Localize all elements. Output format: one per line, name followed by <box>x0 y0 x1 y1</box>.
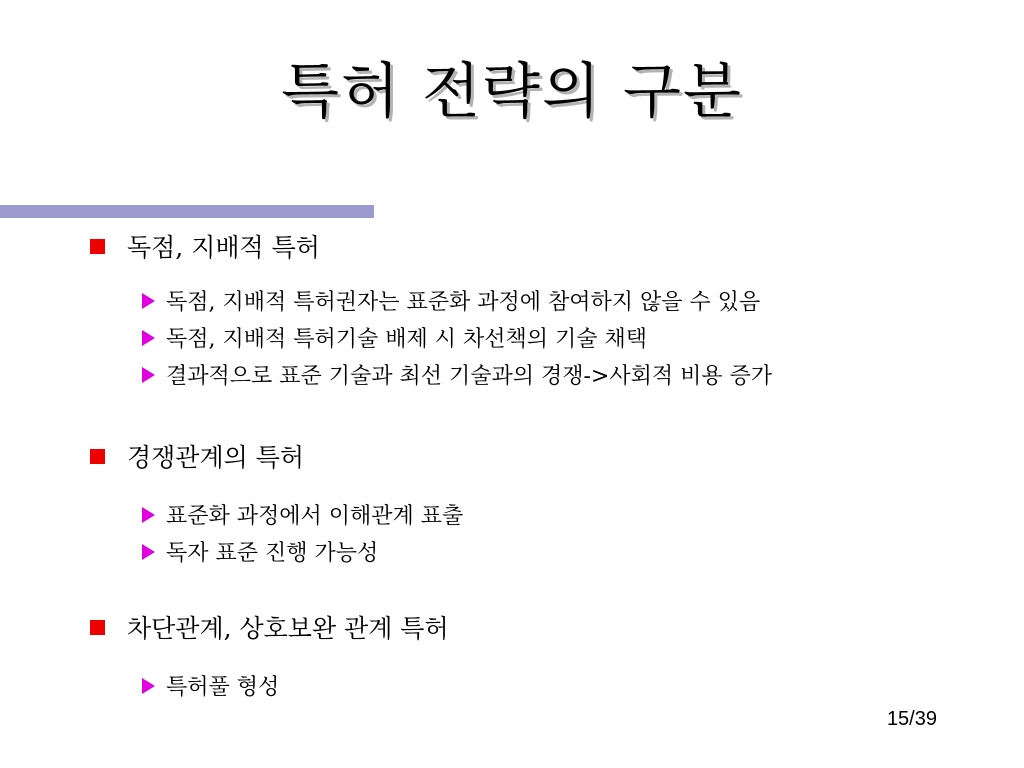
triangle-bullet-icon <box>142 293 155 309</box>
section-heading <box>90 440 970 472</box>
section-label: 차단관계, 상호보완 관계 특허 <box>127 614 449 643</box>
list-item <box>142 667 970 704</box>
list-item-text: 독점, 지배적 특허기술 배제 시 차선책의 기술 채택 <box>166 327 647 352</box>
sub-bullet-list <box>142 496 970 570</box>
list-item <box>142 319 970 356</box>
list-item-text: 표준화 과정에서 이해관계 표출 <box>166 504 464 529</box>
triangle-bullet-icon <box>142 507 155 523</box>
triangle-bullet-icon <box>142 678 155 694</box>
list-item <box>142 282 970 319</box>
square-bullet-icon <box>90 620 105 635</box>
square-bullet-icon <box>90 239 105 254</box>
slide-title: 특허 전략의 구분 <box>281 57 743 127</box>
section-heading <box>90 611 970 643</box>
list-item-text: 결과적으로 표준 기술과 최선 기술과의 경쟁->사회적 비용 증가 <box>166 364 773 389</box>
list-item-text: 특허풀 형성 <box>166 675 280 700</box>
section-blocking-complementary-patent <box>90 611 970 704</box>
page-number: 15/39 <box>886 708 937 730</box>
list-item <box>142 356 970 393</box>
section-competing-patent <box>90 440 970 570</box>
triangle-bullet-icon <box>142 330 155 346</box>
triangle-bullet-icon <box>142 544 155 560</box>
list-item <box>142 496 970 533</box>
list-item-text: 독점, 지배적 특허권자는 표준화 과정에 참여하지 않을 수 있음 <box>166 290 761 315</box>
list-item-text: 독자 표준 진행 가능성 <box>166 541 379 566</box>
section-label: 독점, 지배적 특허 <box>127 233 320 262</box>
square-bullet-icon <box>90 449 105 464</box>
sub-bullet-list <box>142 282 970 393</box>
section-monopoly-patent <box>90 230 970 393</box>
title-divider-bar <box>0 205 374 218</box>
list-item <box>142 533 970 570</box>
section-heading <box>90 230 970 262</box>
triangle-bullet-icon <box>142 367 155 383</box>
section-label: 경쟁관계의 특허 <box>127 443 304 472</box>
sub-bullet-list <box>142 667 970 704</box>
